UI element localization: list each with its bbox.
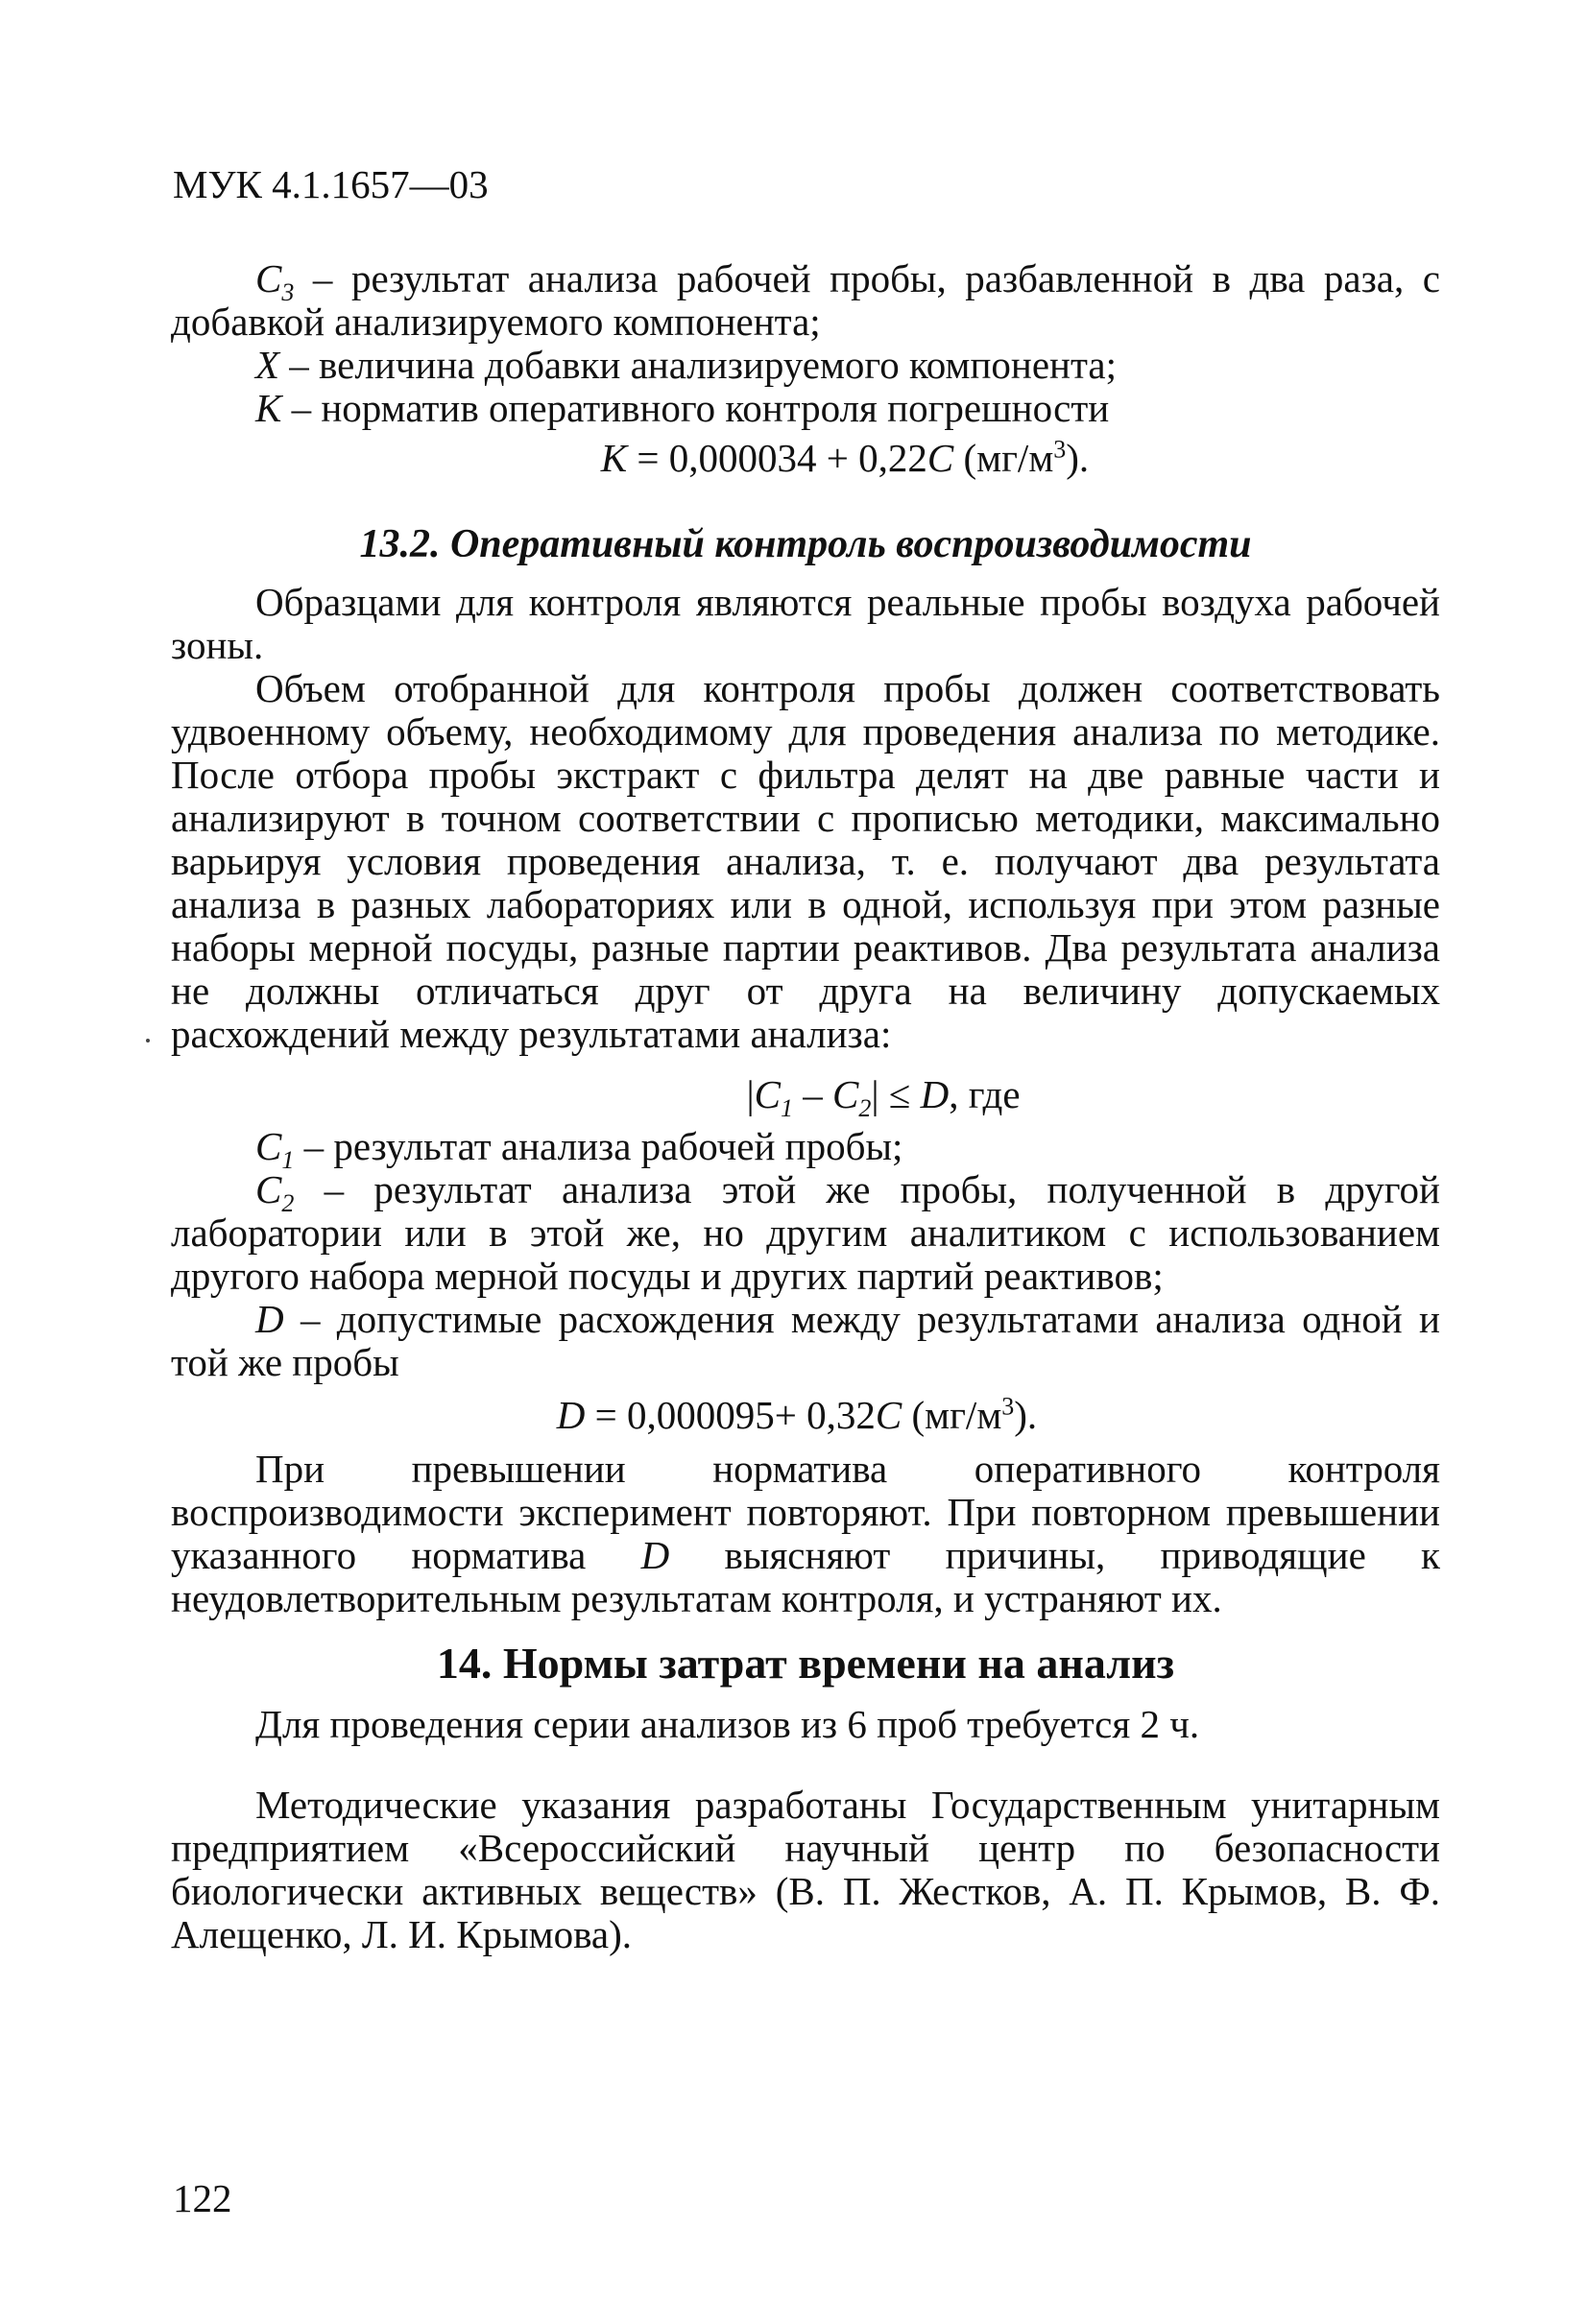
symbol: $C_1$ <box>255 1124 295 1175</box>
paragraph-volume: Объем отобранной для контроля пробы должен соответствовать удвоенному объему, необходимому для проведения анализа по методике. После отбора пробы экстракт с фильтра делят на две равные части и анализируют в точном соответствии с прописью методики, максимально варьируя условия проведения анализа, т. е. получают два результата анализа в разных лабораториях или в одной, используя при этом разные наборы мерной посуды, разные партии реактивов. Два результата анализа не должны отличаться друг от друга на величину допускаемых расхождений между результатами анализа: <box>171 666 1440 1056</box>
document-code: МУК 4.1.1657—03 <box>173 162 489 206</box>
definition-c1 <box>171 1124 1440 1175</box>
definition-text: – норматив оперативного контроля погрешности <box>281 386 1110 430</box>
definition-text: – величина добавки анализируемого компонента; <box>279 343 1117 387</box>
formula-k: K = 0,000034 + 0,22C $(мг/м^3)$. <box>600 435 1090 480</box>
definition-c3 <box>171 257 1440 344</box>
formula-d: D = 0,000095+ 0,32C $(мг/м^3)$. <box>556 1392 1038 1437</box>
paragraph-exceed: При превышении норматива оперативного контроля воспроизводимости эксперимент повторяют. При повторном превышении указанного норматива D выясняют причины, приводящие к неудовлетворительным результатам контроля, и устраняют их. <box>171 1447 1440 1620</box>
formula-d-condition: $|C_1 - C_2| \le D$, где <box>746 1072 1021 1123</box>
symbol: D <box>255 1297 284 1341</box>
paragraph-time: Для проведения серии анализов из 6 проб требуется 2 ч. <box>255 1702 1200 1746</box>
symbol: X <box>255 343 280 387</box>
scan-speck <box>146 1039 150 1042</box>
page-number: 122 <box>173 2176 232 2220</box>
definition-c2 <box>171 1168 1440 1298</box>
definition-d <box>171 1298 1440 1384</box>
paragraph-samples: Образцами для контроля являются реальные пробы воздуха рабочей зоны. <box>171 580 1440 667</box>
definition-text: – результат анализа рабочей пробы, разбавленной в два раза, с добавкой анализируемого компонента; <box>171 256 1440 344</box>
symbol: $C_2$ <box>255 1167 295 1218</box>
symbol: K <box>255 386 282 430</box>
definition-k <box>171 387 1440 430</box>
definition-text: – допустимые расхождения между результатами анализа одной и той же пробы <box>171 1297 1440 1384</box>
section-13-2-title: 13.2. Оперативный контроль воспроизводимости <box>359 522 1252 566</box>
definition-text: – результат анализа этой же пробы, полученной в другой лаборатории или в этой же, но другим аналитиком с использованием другого набора мерной посуды и других партий реактивов; <box>171 1167 1440 1298</box>
section-14-title: 14. Нормы затрат времени на анализ <box>436 1639 1175 1688</box>
definition-text: – результат анализа рабочей пробы; <box>294 1124 903 1168</box>
symbol: $C_3$ <box>255 256 295 307</box>
definition-x <box>171 344 1440 387</box>
paragraph-credits: Методические указания разработаны Государственным унитарным предприятием «Всероссийский научный центр по безопасности биологически активных веществ» (В. П. Жестков, А. П. Крымов, В. Ф. Алещенко, Л. И. Крымова). <box>171 1783 1440 1956</box>
